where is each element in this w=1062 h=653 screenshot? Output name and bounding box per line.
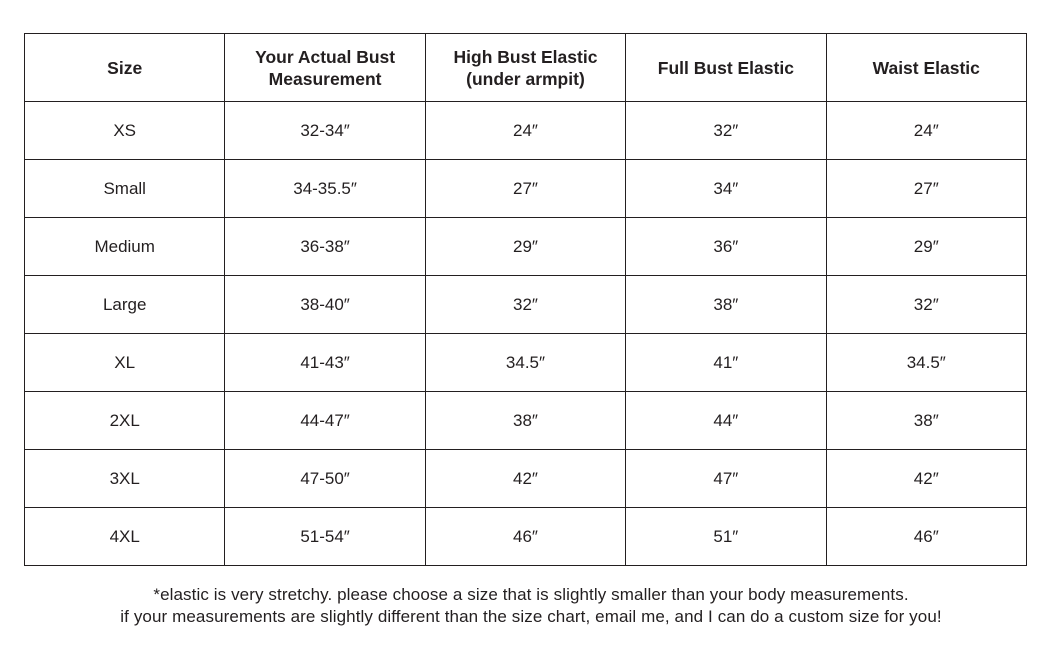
header-row: [25, 34, 1027, 102]
cell-actual-bust: 36-38″: [225, 218, 425, 276]
cell-actual-bust: 38-40″: [225, 276, 425, 334]
header-text: Your Actual Bust: [255, 46, 396, 67]
table-row: [25, 334, 1027, 392]
cell-full-bust-elastic: 41″: [626, 334, 826, 392]
header-text: High Bust Elastic: [453, 46, 598, 67]
size-chart-table: [24, 33, 1027, 566]
cell-size: XL: [25, 334, 225, 392]
cell-size: 4XL: [25, 508, 225, 566]
cell-size: Medium: [25, 218, 225, 276]
cell-high-bust-elastic: 46″: [425, 508, 625, 566]
header-high-bust-elastic: [425, 34, 625, 102]
cell-waist-elastic: 27″: [826, 160, 1026, 218]
header-size: [25, 34, 225, 102]
cell-waist-elastic: 29″: [826, 218, 1026, 276]
header-text: Waist Elastic: [872, 57, 980, 78]
cell-waist-elastic: 38″: [826, 392, 1026, 450]
cell-high-bust-elastic: 29″: [425, 218, 625, 276]
cell-high-bust-elastic: 42″: [425, 450, 625, 508]
table-row: [25, 160, 1027, 218]
cell-actual-bust: 41-43″: [225, 334, 425, 392]
table-body: [25, 102, 1027, 566]
table-row: [25, 392, 1027, 450]
header-actual-bust: [225, 34, 425, 102]
table-row: [25, 508, 1027, 566]
cell-actual-bust: 47-50″: [225, 450, 425, 508]
table-row: [25, 102, 1027, 160]
cell-size: Large: [25, 276, 225, 334]
header-text: (under armpit): [466, 68, 585, 89]
cell-high-bust-elastic: 32″: [425, 276, 625, 334]
footnote-line-elastic-note: *elastic is very stretchy. please choose a size that is slightly smaller than your body measurements.: [153, 585, 909, 604]
header-text: Measurement: [268, 68, 382, 89]
cell-waist-elastic: 46″: [826, 508, 1026, 566]
cell-actual-bust: 51-54″: [225, 508, 425, 566]
cell-waist-elastic: 34.5″: [826, 334, 1026, 392]
footnote-line-custom-size: if your measurements are slightly different than the size chart, email me, and I can do a custom size for you!: [120, 607, 942, 626]
cell-high-bust-elastic: 38″: [425, 392, 625, 450]
cell-actual-bust: 34-35.5″: [225, 160, 425, 218]
cell-size: 3XL: [25, 450, 225, 508]
header-full-bust-elastic: [626, 34, 826, 102]
cell-full-bust-elastic: 44″: [626, 392, 826, 450]
cell-full-bust-elastic: 34″: [626, 160, 826, 218]
cell-full-bust-elastic: 51″: [626, 508, 826, 566]
cell-size: Small: [25, 160, 225, 218]
cell-high-bust-elastic: 24″: [425, 102, 625, 160]
cell-full-bust-elastic: 36″: [626, 218, 826, 276]
cell-waist-elastic: 42″: [826, 450, 1026, 508]
table-header: [25, 34, 1027, 102]
cell-full-bust-elastic: 47″: [626, 450, 826, 508]
cell-actual-bust: 44-47″: [225, 392, 425, 450]
table-row: [25, 276, 1027, 334]
cell-full-bust-elastic: 32″: [626, 102, 826, 160]
header-text: Full Bust Elastic: [657, 57, 794, 78]
table-row: [25, 218, 1027, 276]
cell-high-bust-elastic: 27″: [425, 160, 625, 218]
header-waist-elastic: [826, 34, 1026, 102]
header-text: Size: [107, 57, 143, 78]
cell-waist-elastic: 24″: [826, 102, 1026, 160]
table-row: [25, 450, 1027, 508]
cell-high-bust-elastic: 34.5″: [425, 334, 625, 392]
cell-size: XS: [25, 102, 225, 160]
footnote: [0, 584, 1062, 628]
cell-actual-bust: 32-34″: [225, 102, 425, 160]
cell-size: 2XL: [25, 392, 225, 450]
cell-full-bust-elastic: 38″: [626, 276, 826, 334]
cell-waist-elastic: 32″: [826, 276, 1026, 334]
